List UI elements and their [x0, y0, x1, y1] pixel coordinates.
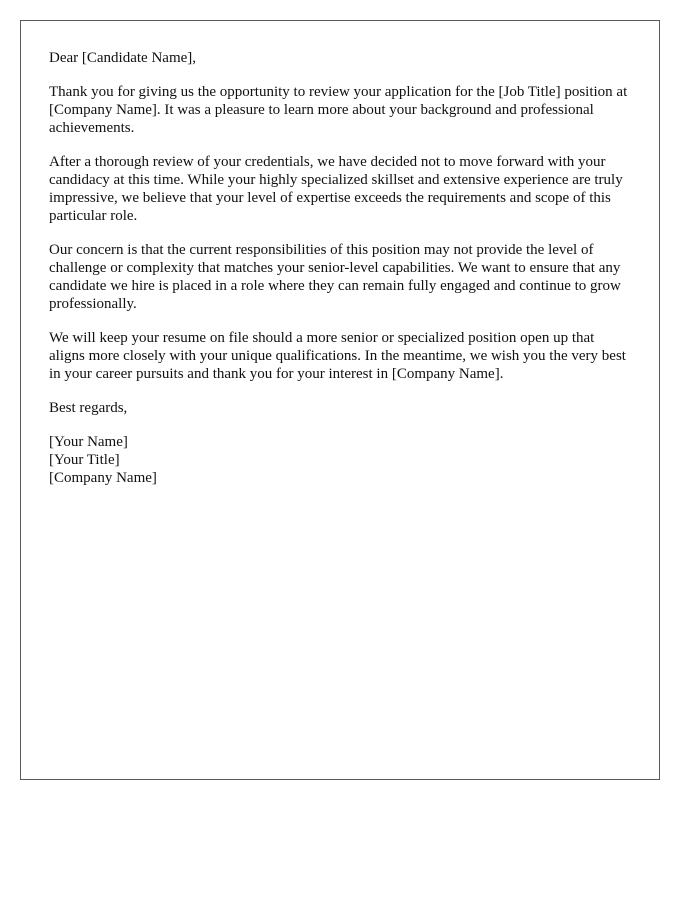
signature-name: [Your Name]: [49, 434, 128, 450]
signature-block: [49, 433, 631, 487]
letter-closing: Best regards,: [49, 400, 128, 416]
letter-greeting: Dear [Candidate Name],: [49, 50, 197, 66]
letter-paragraph-4: We will keep your resume on file should a more senior or specialized position open up that aligns more closely with your unique qualifications. In the meantime, we wish you the very best in your career pursuits and thank you for your interest in [Company Name].: [49, 330, 626, 382]
letter-paragraph-1: Thank you for giving us the opportunity to review your application for the [Job Title] position at [Company Name]. It was a pleasure to learn more about your background and professional achievements.: [49, 84, 628, 136]
letter-paragraph-2: After a thorough review of your credentials, we have decided not to move forward with your candidacy at this time. While your highly specialized skillset and extensive experience are truly impressive, we believe that your level of expertise exceeds the requirements and scope of this particular role.: [49, 154, 623, 224]
letter-paragraph-3: Our concern is that the current responsibilities of this position may not provide the level of challenge or complexity that matches your senior-level capabilities. We want to ensure that any candidate we hire is placed in a role where they can remain fully engaged and continue to grow professionally.: [49, 242, 621, 312]
signature-title: [Your Title]: [49, 452, 120, 468]
letter-page: [20, 20, 660, 780]
signature-company: [Company Name]: [49, 470, 157, 486]
